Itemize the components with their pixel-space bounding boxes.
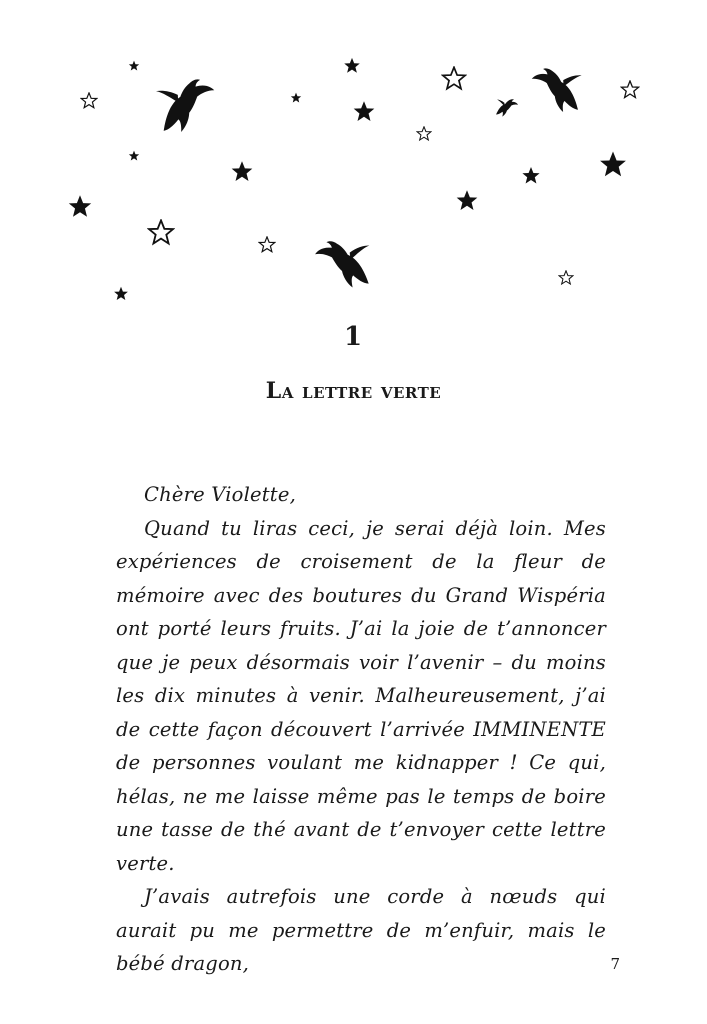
- letter-body: [116, 478, 606, 981]
- crow-icon: [525, 60, 590, 117]
- star-icon: [443, 67, 465, 88]
- star-icon: [344, 58, 359, 73]
- crow-icon: [494, 96, 520, 117]
- star-icon: [259, 237, 274, 252]
- chapter-number: 1: [343, 322, 364, 352]
- crow-icon: [147, 69, 224, 139]
- star-icon: [232, 161, 253, 181]
- chapter-title: La lettre verte: [265, 378, 442, 404]
- star-icon: [129, 151, 139, 161]
- star-icon: [114, 287, 128, 300]
- letter-paragraph: Chère Violette,: [144, 483, 296, 506]
- crow-icon: [309, 233, 378, 292]
- star-icon: [149, 220, 173, 243]
- star-icon: [559, 271, 573, 284]
- star-icon: [69, 195, 91, 216]
- star-icon: [621, 81, 638, 98]
- star-icon: [417, 127, 431, 140]
- star-icon: [457, 190, 478, 210]
- star-icon: [129, 61, 139, 71]
- page-number: 7: [610, 955, 620, 973]
- star-icon: [291, 93, 301, 103]
- star-icon: [522, 167, 539, 184]
- letter-paragraph: J’avais autrefois une corde à nœuds qui aurait pu me permettre de m’enfuir, mais le bébé dragon,: [116, 885, 606, 975]
- star-icon: [81, 93, 96, 108]
- star-icon: [354, 101, 375, 121]
- star-icon: [600, 152, 626, 177]
- letter-paragraph: Quand tu liras ceci, je serai déjà loin. Mes expériences de croisement de la fleur de mémoire avec des boutures du Grand Wispéria ont porté leurs fruits. J’ai la joie de t’annoncer que je peux désormais voir l’avenir – du moins les dix minutes à venir. Malheureusement, j’ai de cette façon découvert l’arrivée IMMINENTE de personnes voulant me kidnapper ! Ce qui, hélas, ne me laisse même pas le temps de boire une tasse de thé avant de t’envoyer cette lettre verte.: [116, 516, 606, 875]
- night-sky-illustration: [0, 0, 707, 320]
